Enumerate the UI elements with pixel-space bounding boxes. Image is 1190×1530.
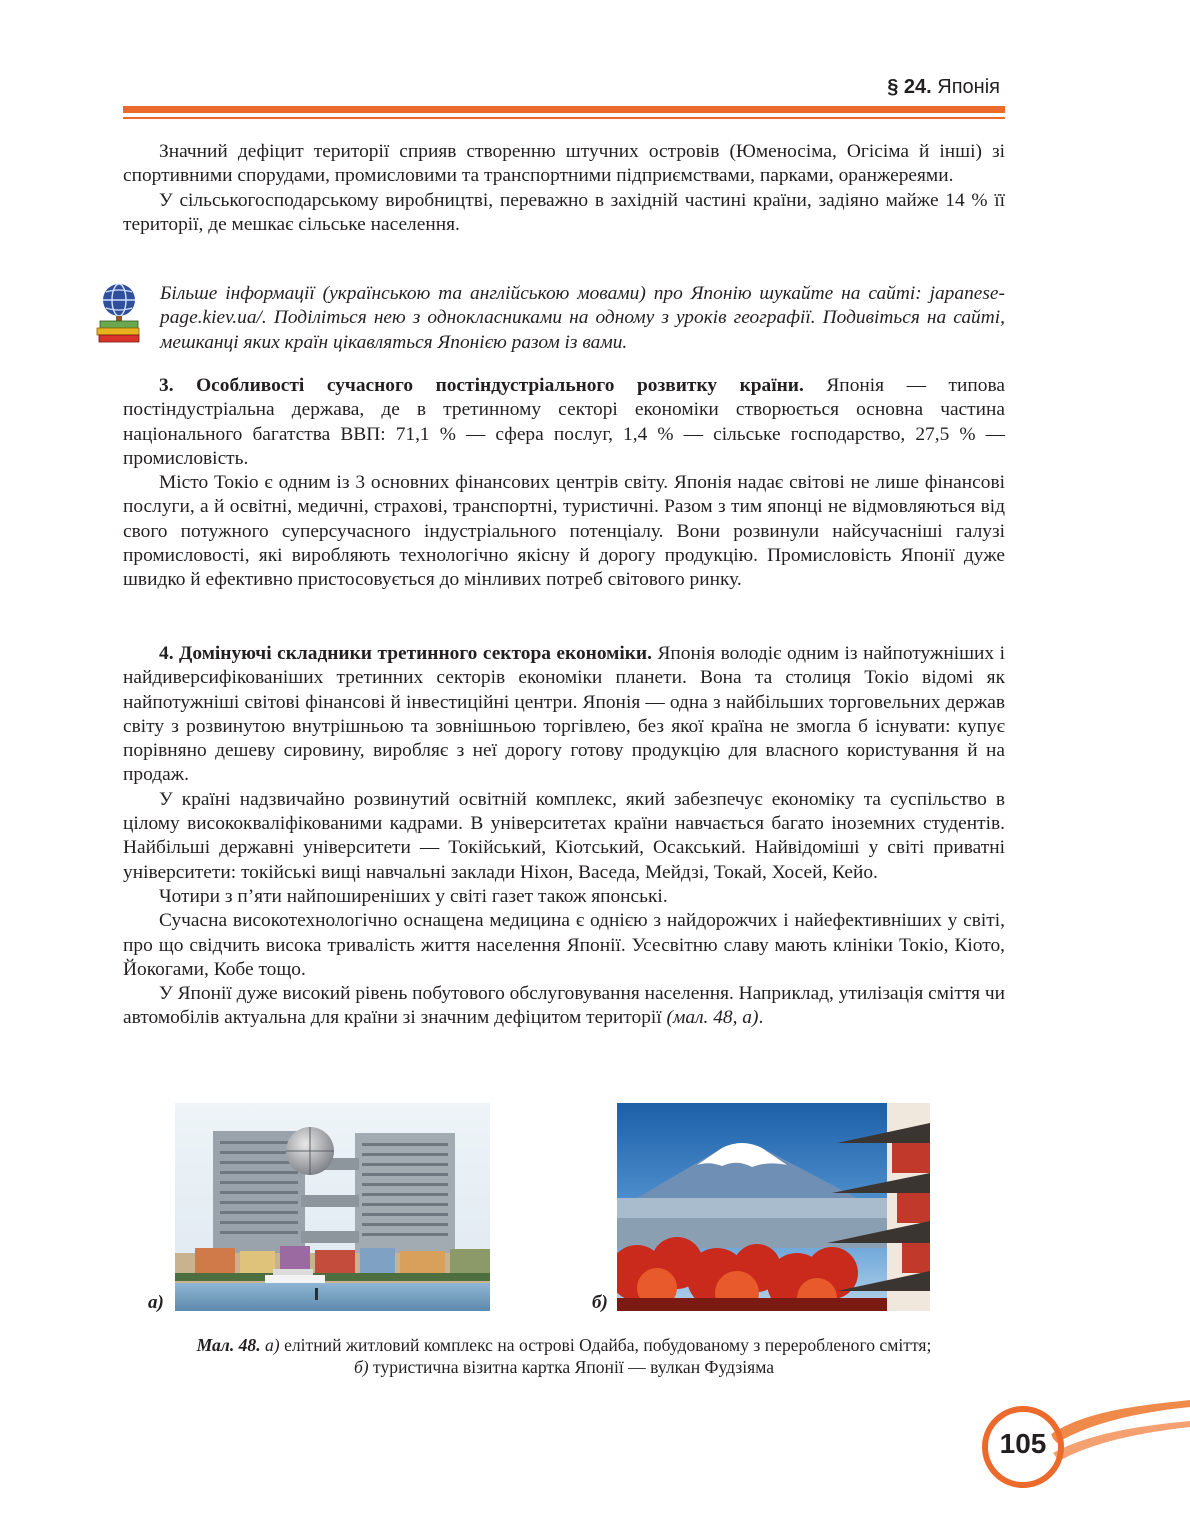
globe-books-icon bbox=[94, 282, 144, 344]
header-rule-thin bbox=[123, 117, 1005, 119]
paragraph: Місто Токіо є одним із 3 основних фінансових центрів світу. Японія надає світові не лише фінансові послуги, а й освітні, медичні, страхові, транспортні, туристичні. Разом з тим японці не відмовляються від свого потужного суперсучасного індустріального потенціалу. Вони розвинули найсучасніші галузі промисловості, які виробляють технологічно якісну й дорогу продукцію. Промисловість Японії дуже швидко й ефективно пристосовується до мінливих потреб світового ринку. bbox=[123, 472, 1005, 591]
figure-label-b: б) bbox=[592, 1292, 608, 1313]
section-3 bbox=[123, 374, 1005, 593]
section-number: § 24. bbox=[887, 76, 932, 98]
paragraph: У країні надзвичайно розвинутий освітній комплекс, який забезпечує економіку та суспільство в цілому висококваліфікованими кадрами. В університетах країни навчається багато іноземних студентів. Найбільші державні університети — Токійський, Кіотський, Осакський. Найвідоміші у світі приватні університети: токійські вищі навчальні заклади Ніхон, Васеда, Мейдзі, Токай, Хосей, Кейо. bbox=[123, 788, 1005, 883]
header-rule-thick bbox=[123, 106, 1005, 113]
running-head bbox=[887, 76, 1000, 99]
paragraph: 3. Особливості сучасного постіндустріального розвитку країни. Японія — типова постіндустріальна держава, де в третинному секторі економіки створюється основна частина національного багатства ВВП: 71,1 % — сфера послуг, 1,4 % — сільське господарство, 27,5 % — промисловість. bbox=[123, 375, 1005, 469]
photo-mount-fuji bbox=[617, 1103, 930, 1311]
figure-label-a: а) bbox=[148, 1292, 164, 1313]
paragraph: У Японії дуже високий рівень побутового обслуговування населення. Наприклад, утилізація сміття чи автомобілів актуальна для країни зі значним дефіцитом території (мал. 48, а). bbox=[123, 983, 1006, 1029]
paragraph: Значний дефіцит території сприяв створенню штучних островів (Юменосіма, Огісіма й інші) зі спортивними спорудами, промисловими та транспортними підприємствами, парками, оранжереями. bbox=[123, 141, 1005, 187]
paragraph: Сучасна високотехнологічно оснащена медицина є однією з найдорожчих і найефективніших у світі, про що свідчить висока тривалість життя населення Японії. Усесвітню славу мають клініки Токіо, Кіото, Йокогами, Кобе тощо. bbox=[123, 910, 1005, 980]
page-number: 105 bbox=[999, 1428, 1047, 1459]
figure-reference: (мал. 48, а) bbox=[666, 1007, 759, 1029]
page-header bbox=[0, 0, 1190, 130]
paragraph: У сільськогосподарському виробництві, переважно в західній частині країни, задіяно майже 14 % її території, де мешкає сільське населення. bbox=[123, 189, 1005, 235]
section-title: Японія bbox=[937, 76, 1000, 98]
section-heading: 4. Домінуючі складники третинного сектора економіки. bbox=[159, 643, 652, 664]
paragraph: 4. Домінуючі складники третинного сектора економіки. Японія володіє одним із найпотужніших і найдиверсифікованіших третинних секторів економіки планети. Вона та столиця Токіо відомі як найпотужніші світові фінансові й інвестиційні центри. Японія — одна з найбільших торговельних держав світу з розвинутою внутрішньою та зовнішньою торгівлею, без якої країна не змогла б існувати: купує порівняно дешеву сировину, виробляє з неї дорогу готову продукцію для власного користування й на продаж. bbox=[123, 643, 1005, 786]
info-note: Більше інформації (українською та англійською мовами) про Японію шукайте на сайті: japanese-page.kiev.ua/. Поділіться нею з однокласниками на одному з уроків географії. Подивіться на сайті, мешканці яких країн цікавляться Японією разом із вами. bbox=[160, 283, 1005, 353]
caption-number: Мал. 48. bbox=[196, 1335, 261, 1355]
section-heading: 3. Особливості сучасного постіндустріального розвитку країни. bbox=[159, 375, 804, 396]
photo-odaiba-building bbox=[175, 1103, 490, 1311]
figure-caption: Мал. 48. а) елітний житловий комплекс на острові Одайба, побудованому з переробленого сміття; б) туристична візитна картка Японії — вулкан Фудзіяма bbox=[196, 1335, 932, 1377]
paragraph: Чотири з п’яти найпоширеніших у світі газет також японські. bbox=[159, 885, 668, 907]
intro-text bbox=[123, 140, 1005, 237]
section-4 bbox=[123, 642, 1005, 1031]
